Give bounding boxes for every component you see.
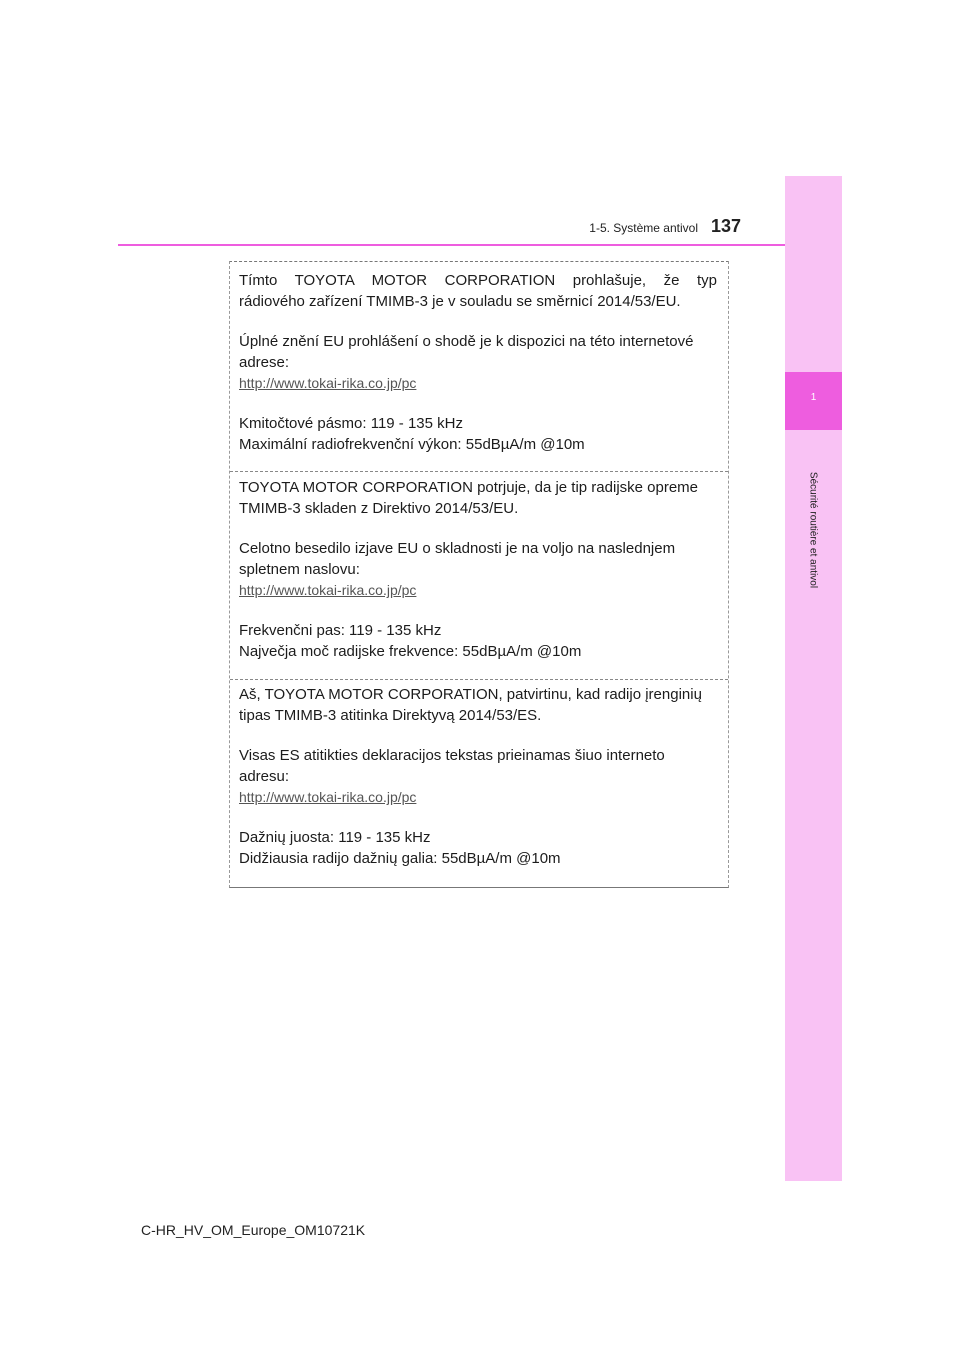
block-line: adresu: <box>239 768 290 785</box>
block-line: Tímto TOYOTA MOTOR CORPORATION prohlašuje, že typ <box>239 272 717 289</box>
block-divider <box>230 471 728 472</box>
block-line: Maximální radiofrekvenční výkon: 55dBµA/m @10m <box>239 436 585 453</box>
declaration-link[interactable]: http://www.tokai-rika.co.jp/pc <box>239 375 417 391</box>
declaration-box <box>229 261 729 888</box>
block-line: rádiového zařízení TMIMB-3 je v souladu se směrnicí 2014/53/EU. <box>239 293 681 310</box>
page-number: 137 <box>711 216 742 236</box>
block-line: TMIMB-3 skladen z Direktivo 2014/53/EU. <box>239 500 519 517</box>
block-line: Úplné znění EU prohlášení o shodě je k dispozici na této internetové <box>239 333 694 350</box>
block-line: Frekvenčni pas: 119 - 135 kHz <box>239 622 442 639</box>
chapter-side-tab <box>785 176 842 1181</box>
block-line: Kmitočtové pásmo: 119 - 135 kHz <box>239 415 463 432</box>
section-title: 1-5. Système antivol <box>589 221 698 235</box>
block-line: adrese: <box>239 354 290 371</box>
header-rule <box>118 244 785 246</box>
block-line: Dažnių juosta: 119 - 135 kHz <box>239 829 431 846</box>
chapter-number-tab[interactable] <box>785 372 842 430</box>
block-line: Didžiausia radijo dažnių galia: 55dBµA/m @10m <box>239 850 561 867</box>
document-code: C-HR_HV_OM_Europe_OM10721K <box>141 1222 366 1238</box>
block-line: tipas TMIMB-3 atitinka Direktyvą 2014/53/ES. <box>239 707 542 724</box>
chapter-number: 1 <box>810 392 817 403</box>
block-line: Celotno besedilo izjave EU o skladnosti je na voljo na naslednjem <box>239 540 676 557</box>
declaration-block-cs <box>239 270 717 455</box>
block-line: TOYOTA MOTOR CORPORATION potrjuje, da je tip radijske opreme <box>239 479 699 496</box>
declaration-link[interactable]: http://www.tokai-rika.co.jp/pc <box>239 582 417 598</box>
block-line: Aš, TOYOTA MOTOR CORPORATION, patvirtinu, kad radijo įrenginių <box>239 686 702 703</box>
block-divider <box>230 679 728 680</box>
declaration-block-sl <box>239 477 717 662</box>
block-line: Visas ES atitikties deklaracijos tekstas prieinamas šiuo interneto <box>239 747 665 764</box>
declaration-block-lt <box>239 684 717 869</box>
block-line: Največja moč radijske frekvence: 55dBµA/m @10m <box>239 643 582 660</box>
declaration-link[interactable]: http://www.tokai-rika.co.jp/pc <box>239 789 417 805</box>
chapter-title: Sécurité routière et antivol <box>807 471 819 589</box>
block-line: spletnem naslovu: <box>239 561 360 578</box>
